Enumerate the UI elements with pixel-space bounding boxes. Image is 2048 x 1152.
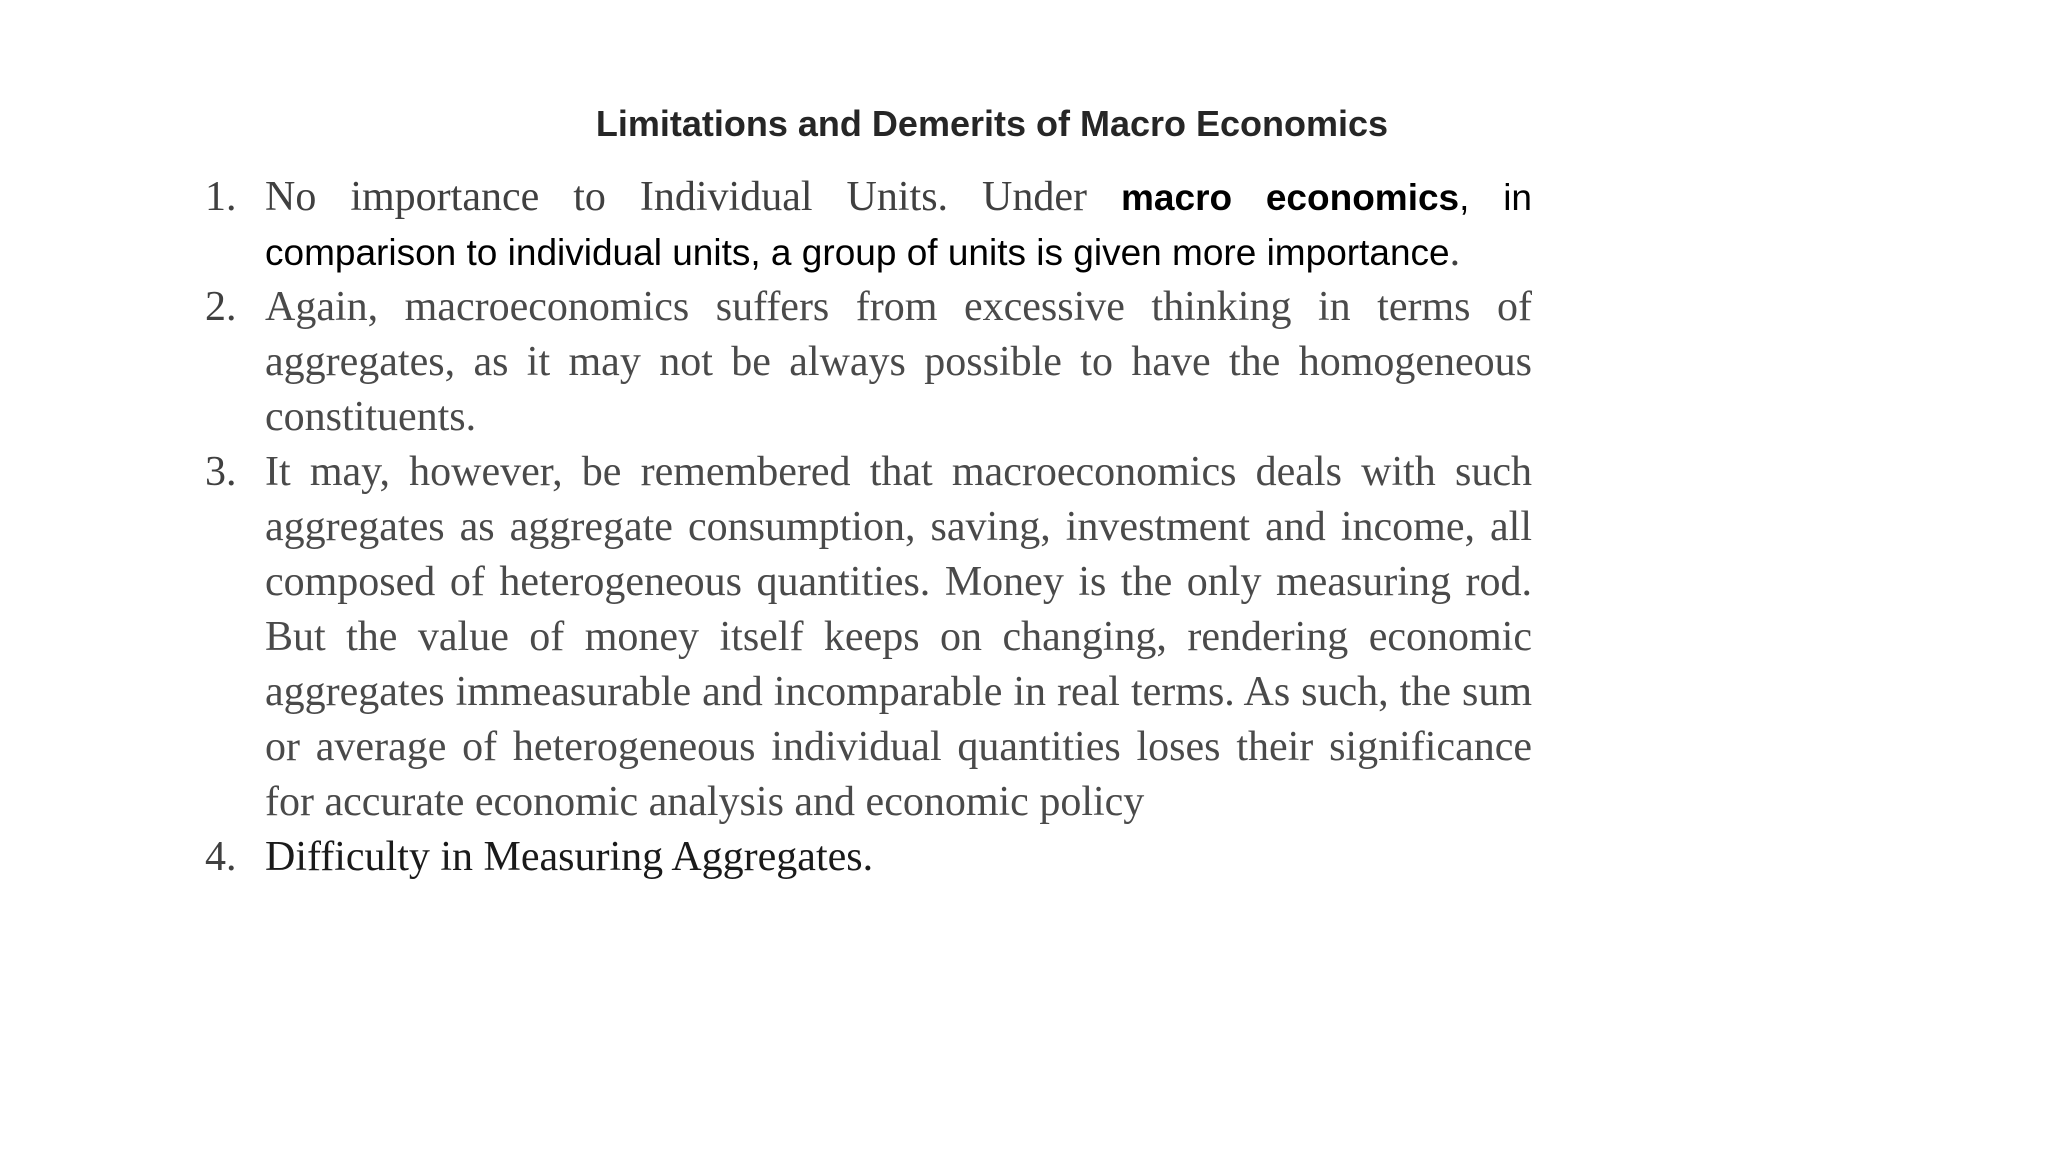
slide-title: Limitations and Demerits of Macro Economics bbox=[595, 103, 1389, 144]
list-item bbox=[205, 170, 1532, 280]
item-number: 4. bbox=[205, 834, 237, 880]
item-number: 1. bbox=[205, 174, 237, 220]
item-number: 2. bbox=[205, 284, 237, 330]
limitations-list bbox=[205, 170, 1532, 885]
item-lead-text: No importance to Individual Units. Under bbox=[265, 174, 1122, 220]
list-item bbox=[205, 830, 1532, 885]
item-text: Again, macroeconomics suffers from excessive thinking in terms of aggregates, as it may not be always possible to have the homogeneous constituents. bbox=[265, 284, 1532, 440]
item-number: 3. bbox=[205, 449, 237, 495]
item-rest-text: , in comparison to individual units, a group of units is given more importance bbox=[265, 177, 1532, 273]
item-text: It may, however, be remembered that macroeconomics deals with such aggregates as aggregate consumption, saving, investment and income, all composed of heterogeneous quantities. Money is the only measuring rod. But the value of money itself keeps on changing, rendering economic aggregates immeasurable and incomparable in real terms. As such, the sum or average of heterogeneous individual quantities loses their significance for accurate economic analysis and economic policy bbox=[265, 449, 1532, 825]
list-item bbox=[205, 280, 1532, 445]
item-tail-text: . bbox=[1449, 229, 1461, 275]
item-bold-term: macro economics bbox=[1121, 177, 1460, 218]
list-item bbox=[205, 445, 1532, 830]
item-text: Difficulty in Measuring Aggregates. bbox=[265, 834, 874, 880]
